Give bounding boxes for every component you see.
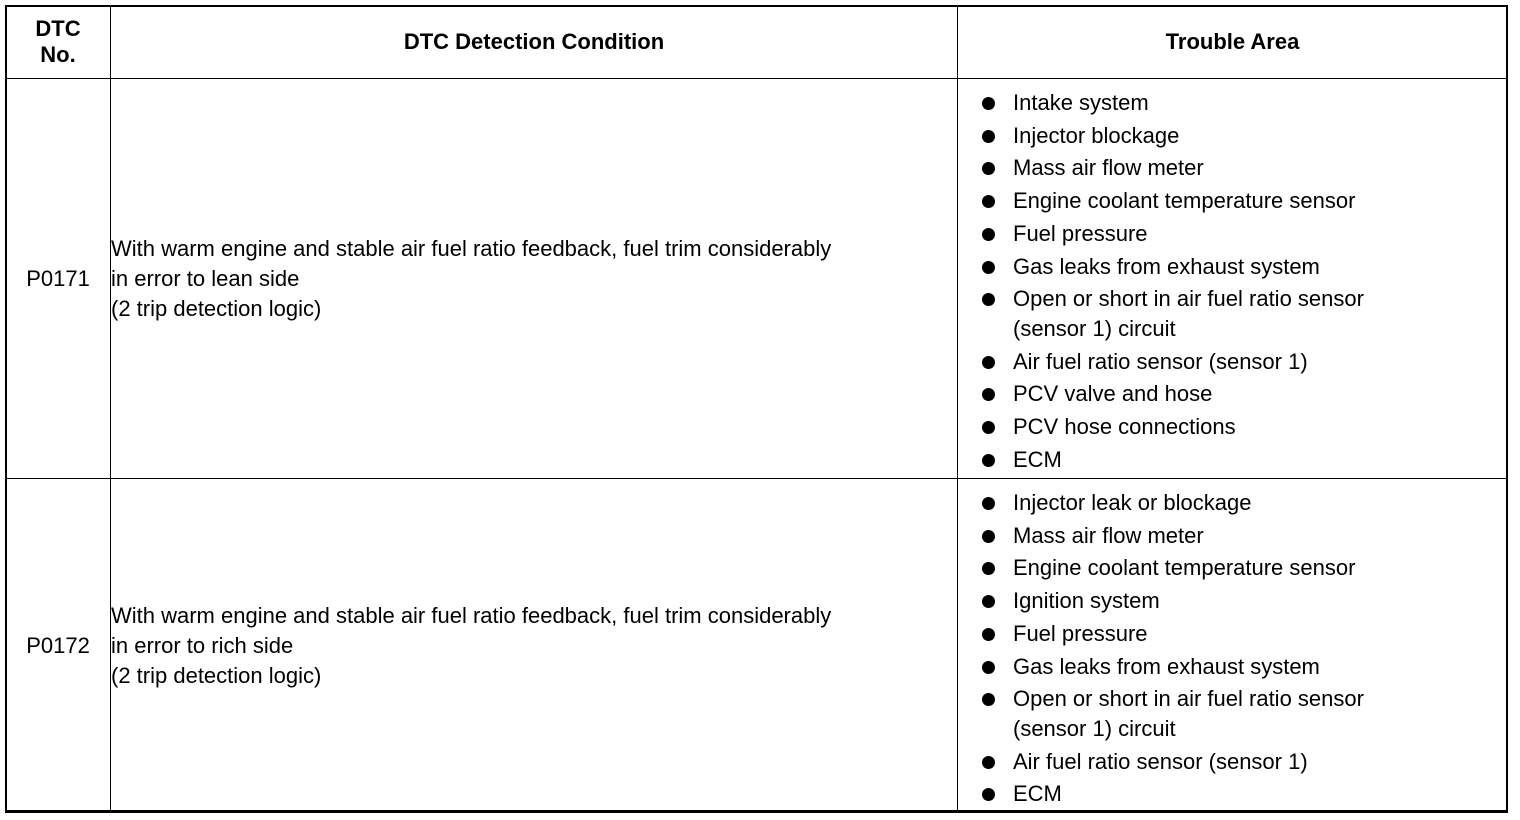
header-trouble-area: Trouble Area — [958, 6, 1508, 79]
condition-line: (2 trip detection logic) — [111, 662, 322, 688]
trouble-area-text: (sensor 1) circuit — [1013, 315, 1176, 341]
trouble-area-text: Injector blockage — [1013, 122, 1180, 148]
trouble-area-text: Mass air flow meter — [1013, 155, 1204, 181]
trouble-area-text: Intake system — [1013, 90, 1149, 115]
trouble-area-text: Air fuel ratio sensor (sensor 1) — [1013, 748, 1308, 774]
trouble-area-text: Engine coolant temperature sensor — [1013, 555, 1356, 581]
trouble-area-text: Gas leaks from exhaust system — [1013, 653, 1320, 679]
condition-line: With warm engine and stable air fuel ratio feedback, fuel trim considerably — [111, 235, 832, 261]
trouble-area-text: Fuel pressure — [1013, 620, 1148, 646]
trouble-area-text: ECM — [1013, 781, 1062, 807]
dtc-code: P0172 — [6, 479, 111, 813]
header-dtc-no-line2: No. — [40, 42, 76, 67]
trouble-area-text: Engine coolant temperature sensor — [1013, 188, 1356, 214]
table-outer-border — [5, 5, 1508, 812]
trouble-area-text: (sensor 1) circuit — [1013, 715, 1176, 741]
condition-line: in error to rich side — [111, 632, 294, 658]
trouble-area-text: Air fuel ratio sensor (sensor 1) — [1013, 348, 1308, 374]
condition-line: (2 trip detection logic) — [111, 295, 322, 321]
trouble-area-text: PCV hose connections — [1013, 414, 1236, 440]
trouble-area-text: Gas leaks from exhaust system — [1013, 253, 1320, 279]
trouble-area-text: Ignition system — [1013, 588, 1160, 614]
header-condition: DTC Detection Condition — [111, 6, 958, 79]
condition-line: in error to lean side — [111, 265, 300, 291]
trouble-area-text: Fuel pressure — [1013, 220, 1148, 246]
trouble-area-text: Open or short in air fuel ratio sensor — [1013, 686, 1364, 712]
trouble-area-text: Mass air flow meter — [1013, 522, 1204, 548]
trouble-area-text: PCV valve and hose — [1013, 381, 1213, 407]
trouble-area-text: Injector leak or blockage — [1013, 490, 1252, 515]
trouble-area-text: Open or short in air fuel ratio sensor — [1013, 286, 1364, 312]
trouble-area-text: ECM — [1013, 446, 1062, 472]
condition-line: With warm engine and stable air fuel ratio feedback, fuel trim considerably — [111, 602, 832, 628]
dtc-code: P0171 — [6, 79, 111, 479]
header-dtc-no-line1: DTC — [35, 16, 81, 41]
